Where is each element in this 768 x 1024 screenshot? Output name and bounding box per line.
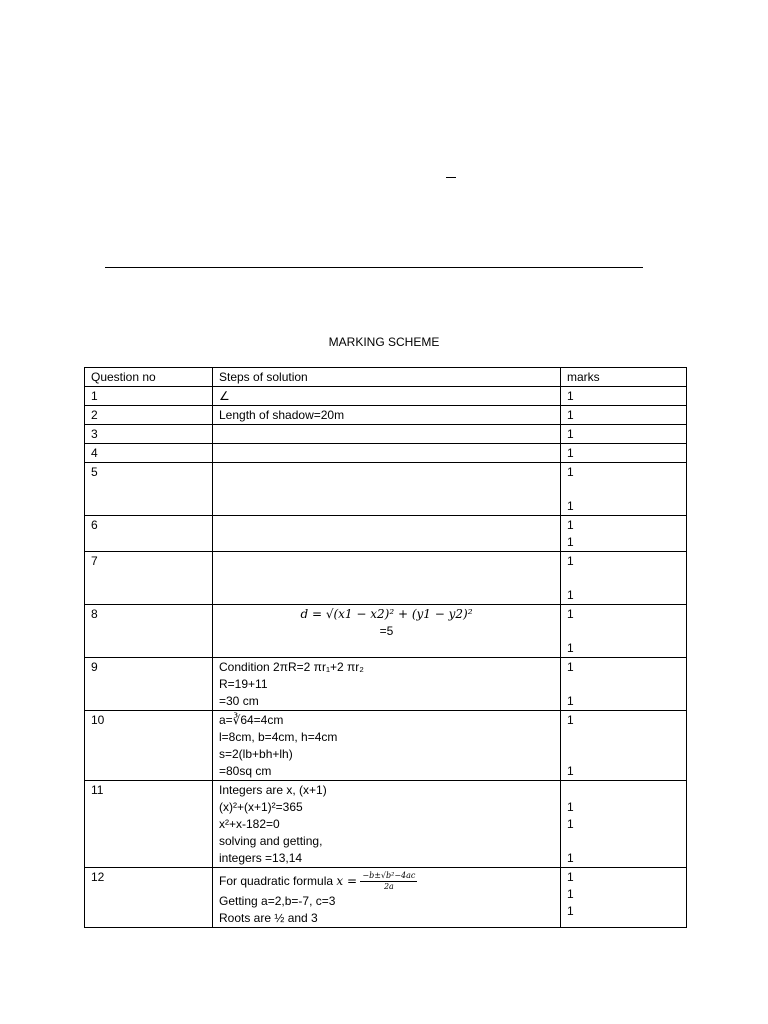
table-row-1 — [85, 387, 687, 406]
horizontal-rule — [105, 267, 643, 268]
table-row-11 — [85, 781, 687, 868]
mark: 1 — [567, 465, 574, 479]
mark — [567, 833, 680, 850]
marking-scheme-table — [84, 367, 687, 928]
marks-cell — [561, 463, 687, 516]
mark: 1 — [567, 535, 574, 549]
question-no: 8 — [85, 605, 213, 658]
steps-cell — [213, 868, 561, 928]
step-line: Length of shadow=20m — [219, 408, 345, 422]
mark: 1 — [567, 904, 574, 918]
steps-cell — [213, 605, 561, 658]
step-line: integers =13,14 — [219, 851, 303, 865]
step-line: a=∛64=4cm — [219, 713, 284, 727]
mark: 1 — [567, 660, 574, 674]
question-no: 12 — [85, 868, 213, 928]
distance-formula: d = √(x1 − x2)² + (y1 − y2)² — [300, 607, 473, 621]
question-no: 6 — [85, 516, 213, 552]
mark — [567, 623, 680, 640]
step-line: Roots are ½ and 3 — [219, 911, 318, 925]
mark: 1 — [567, 607, 574, 621]
steps-cell — [213, 463, 561, 516]
table-row-4 — [85, 444, 687, 463]
mark: 1 — [567, 887, 574, 901]
step-line: =5 — [379, 624, 394, 638]
table-row-3 — [85, 425, 687, 444]
question-no: 4 — [85, 444, 213, 463]
steps-cell — [213, 516, 561, 552]
fraction-numerator: −b±√b²−4ac — [362, 871, 416, 881]
marks-cell — [561, 868, 687, 928]
table-row-5 — [85, 463, 687, 516]
table-row-10 — [85, 711, 687, 781]
question-no: 2 — [85, 406, 213, 425]
mark: 1 — [567, 518, 574, 532]
question-no: 7 — [85, 552, 213, 605]
marks-cell — [561, 387, 687, 406]
steps-cell — [213, 444, 561, 463]
steps-cell — [213, 387, 561, 406]
step-line: (x)²+(x+1)²=365 — [219, 800, 303, 814]
mark: 1 — [567, 588, 574, 602]
mark — [567, 782, 680, 799]
angle-symbol: ∠ — [219, 389, 230, 403]
marks-cell — [561, 552, 687, 605]
mark — [567, 746, 680, 763]
question-no: 3 — [85, 425, 213, 444]
fraction-denominator: 2a — [383, 882, 394, 892]
marks-cell — [561, 658, 687, 711]
mark — [567, 481, 680, 498]
question-no: 1 — [85, 387, 213, 406]
mark: 1 — [567, 641, 574, 655]
table-row-8 — [85, 605, 687, 658]
page-title: MARKING SCHEME — [328, 335, 440, 349]
mark: 1 — [567, 870, 574, 884]
mark — [567, 570, 680, 587]
mark: 1 — [567, 499, 574, 513]
steps-cell — [213, 425, 561, 444]
mark: 1 — [567, 800, 574, 814]
step-line: x²+x-182=0 — [219, 817, 280, 831]
header-steps: Steps of solution — [213, 368, 561, 387]
marks-cell — [561, 444, 687, 463]
steps-cell — [213, 658, 561, 711]
steps-cell — [213, 711, 561, 781]
mark: 1 — [567, 851, 574, 865]
header-dash — [446, 177, 456, 178]
step-line: Integers are x, (x+1) — [219, 783, 327, 797]
formula-lhs: x = — [336, 874, 358, 888]
question-no: 10 — [85, 711, 213, 781]
mark — [567, 729, 680, 746]
step-line: s=2(lb+bh+lh) — [219, 747, 293, 761]
question-no: 9 — [85, 658, 213, 711]
table-row-12 — [85, 868, 687, 928]
mark: 1 — [567, 764, 574, 778]
marks-cell — [561, 516, 687, 552]
marks-cell — [561, 781, 687, 868]
step-line: R=19+11 — [219, 677, 268, 691]
step-line: =30 cm — [219, 694, 259, 708]
mark: 1 — [567, 427, 574, 441]
step-line: Getting a=2,b=-7, c=3 — [219, 894, 336, 908]
mark: 1 — [567, 389, 574, 403]
marks-cell — [561, 406, 687, 425]
table-row-2 — [85, 406, 687, 425]
mark: 1 — [567, 446, 574, 460]
marks-cell — [561, 425, 687, 444]
steps-cell — [213, 406, 561, 425]
steps-cell — [213, 781, 561, 868]
mark — [567, 676, 680, 693]
step-line-formula — [219, 869, 554, 893]
spacer-line — [219, 640, 554, 657]
step-text: For quadratic formula — [219, 874, 334, 888]
mark: 1 — [567, 694, 574, 708]
header-question-no: Question no — [85, 368, 213, 387]
step-line: l=8cm, b=4cm, h=4cm — [219, 730, 338, 744]
question-no: 11 — [85, 781, 213, 868]
step-line: solving and getting, — [219, 834, 323, 848]
mark: 1 — [567, 408, 574, 422]
quadratic-fraction — [360, 871, 417, 892]
table-row-9 — [85, 658, 687, 711]
mark: 1 — [567, 817, 574, 831]
header-marks: marks — [561, 368, 687, 387]
table-row-7 — [85, 552, 687, 605]
mark: 1 — [567, 554, 574, 568]
marks-cell — [561, 711, 687, 781]
mark: 1 — [567, 713, 574, 727]
marks-cell — [561, 605, 687, 658]
step-line: =80sq cm — [219, 764, 272, 778]
steps-cell — [213, 552, 561, 605]
question-no: 5 — [85, 463, 213, 516]
table-header-row — [85, 368, 687, 387]
step-line: Condition 2πR=2 πr₁+2 πr₂ — [219, 660, 364, 674]
table-row-6 — [85, 516, 687, 552]
